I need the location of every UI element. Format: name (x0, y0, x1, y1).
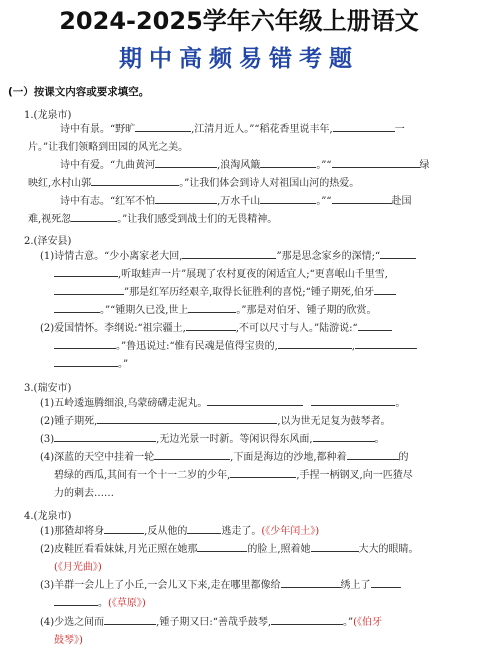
q4-line-1: (1)那猹却将身 ,反从他的 逃走了。(《少年闰土》) (40, 526, 320, 537)
q3-number: 3.(瑞安市) (24, 383, 72, 394)
q4-line-3: (《月光曲》) (54, 562, 102, 573)
q4-line-2: (2)皮鞋匠看看妹妹,月光正照在她那 的脸上,照着她 大大的眼睛。 (40, 544, 419, 555)
q2-line-3: ”那是红军历经艰辛,取得长征胜利的喜悦;“锺子期死,伯牙 (54, 286, 396, 299)
q2-line-6: 。”鲁迅说过:“惟有民魂是值得宝贵的, , (54, 340, 417, 353)
q2-line-7: 。” (54, 358, 128, 371)
q3-line-2: (2)锺子期死, ,以为世无足复为鼓琴者。 (40, 416, 391, 427)
q1-line-4: 映红,水村山郭 。”让我们体会到诗人对祖国山河的热爱。 (28, 178, 360, 189)
q4-line-6: (4)少选之间而 ,锺子期又曰:“善哉乎鼓琴, 。”(《伯牙 (40, 617, 383, 628)
q1-line-3: 诗中有爱。“九曲黄河 ,浪淘风簸 。”“ 绿 (60, 160, 430, 171)
q1-number: 1.(龙泉市) (24, 110, 72, 121)
page-subtitle: 期中高频易错考题 (119, 45, 359, 72)
q3-line-6: 力的刺去…… (54, 488, 114, 499)
q4-line-5: 。(《草原》) (54, 597, 146, 610)
q1-line-1: 诗中有景。“野旷 ,江清月近人。”“稻花香里说丰年, 一 (60, 124, 405, 135)
q2-line-4: 。”“锺期久已没,世上 。”那是对伯牙、锺子期的欣赏。 (54, 304, 377, 317)
page-title: 2024-2025学年六年级上册语文 (59, 7, 419, 35)
q1-line-5: 诗中有志。“红军不怕 ,万水千山 。”“ 赴国 (60, 196, 412, 207)
q3-line-3: (3) ,无边光景一时新。等闲识得东风面, 。 (40, 434, 385, 445)
q4-line-4: (3)羊群一会儿上了小丘,一会儿又下来,走在哪里都像给 绣上了 (40, 579, 401, 592)
q3-line-5: 碧绿的西瓜,其间有一个十一二岁的少年, ,手捏一柄钢叉,向一匹猹尽 (54, 470, 413, 481)
q4-number: 4.(龙泉市) (24, 511, 72, 522)
q2-number: 2.(泽安县) (24, 236, 72, 247)
q1-line-2: 片。”让我们领略到田园的风光之美。 (28, 142, 189, 153)
q2-line-1: (1)诗情古意。“少小离家老大回, ”那是思念家乡的深情;“ (40, 250, 416, 263)
q3-line-1: (1)五岭逶迤腾细浪,乌蒙磅礴走泥丸。 。 (40, 398, 406, 409)
q3-line-4: (4)深蓝的天空中挂着一轮 ,下面是海边的沙地,都种着 的 (40, 452, 409, 463)
section-heading: (一）按课文内容或要求填空。 (8, 86, 150, 98)
q2-line-2: ,听取蛙声一片”展现了农村夏夜的闲适宜人;“更喜岷山千里雪, (54, 268, 388, 281)
q4-line-7: 鼓琴》) (54, 635, 83, 646)
q2-line-5: (2)爱国情怀。李纲说:“祖宗疆土, ,不可以尺寸与人。”陆游说:“ (40, 322, 392, 335)
q1-line-6: 难,视死忽 。”让我们感受到战士们的无畏精神。 (28, 214, 278, 225)
